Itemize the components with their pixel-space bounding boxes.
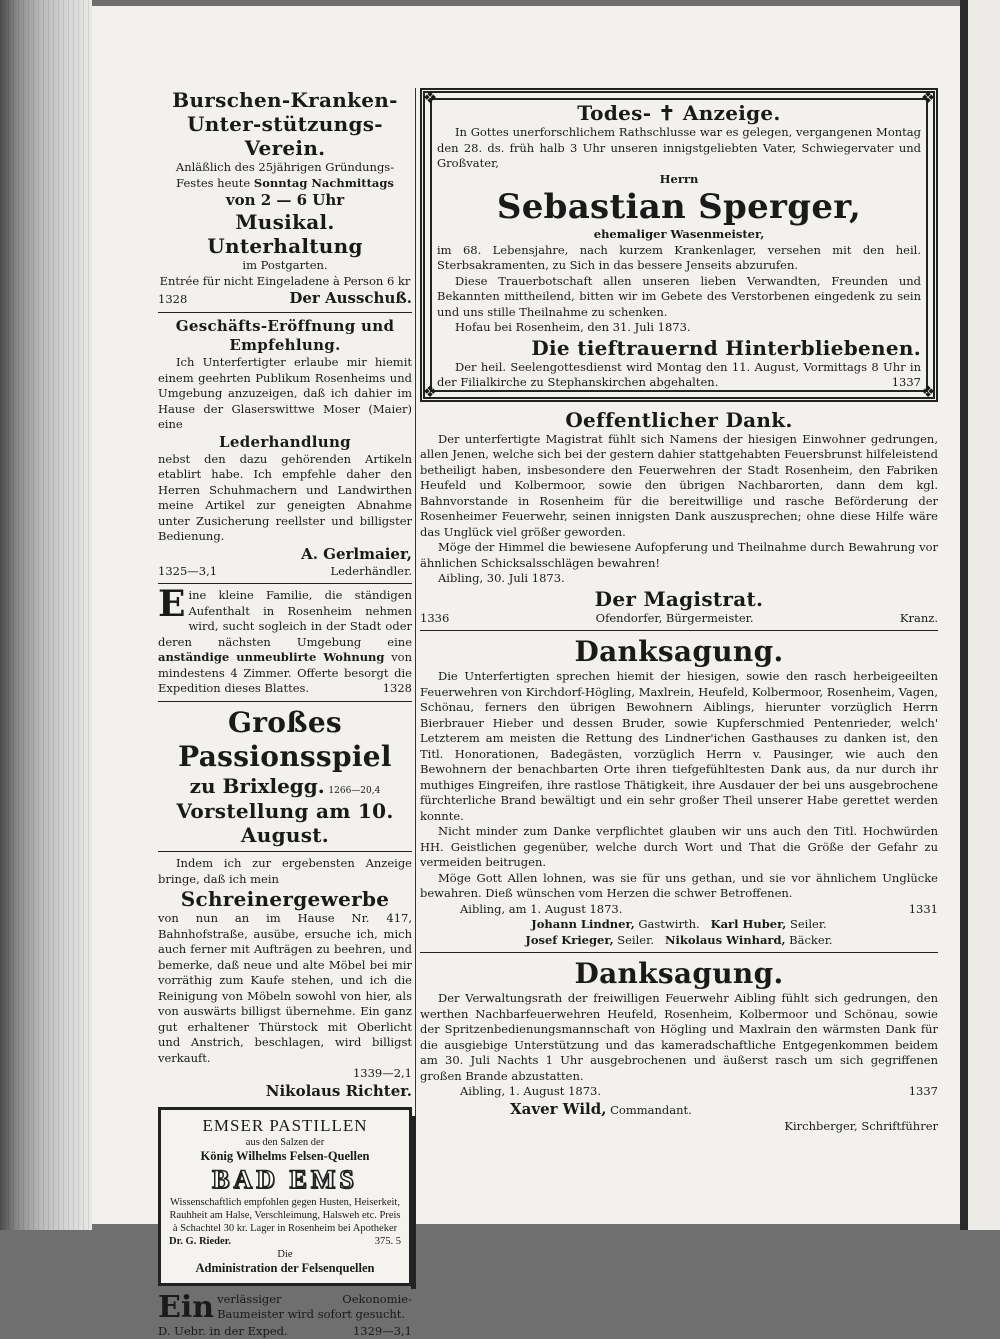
section-rule xyxy=(158,851,412,852)
ad-emphasis: Sonntag Nachmittags xyxy=(254,176,394,190)
ad-geschaeft xyxy=(158,317,412,579)
ad-number: 1337 xyxy=(874,375,921,391)
ad-title: Danksagung. xyxy=(420,957,938,991)
ad-text: Wissenschaftlich empfohlen gegen Husten, Heiserkeit, Rauhheit am Halse, Verschleimung, Halsweh etc. Preis à Schachtel 30 kr. Lager in Rosenheim bei Apotheker xyxy=(169,1196,401,1235)
ad-signature: A. Gerlmaier, xyxy=(158,545,412,564)
ad-time: von 2 — 6 Uhr xyxy=(158,191,412,210)
ad-schreiner xyxy=(158,856,412,1101)
adjacent-page xyxy=(968,0,1000,1230)
ad-place-date: Aibling, am 1. August 1873. xyxy=(460,902,622,918)
ad-text: von nun an im Hause Nr. 417, Bahnhofstraße, ausübe, ersuche ich, mich auch ferner mit Aufträgen zu beehren, und bemerke, daß neue und alte Möbel bei mir vorräthig zum Kaufe stehen, und ich die Reinigung von Möbeln sowohl von hier, als von auswärts billigst übernehme. Ein ganz gut erhaltener Thürstock mit Oberlicht und Anstrich, beschlagen, wird billigst verkauft. xyxy=(158,911,412,1066)
section-rule xyxy=(420,952,938,953)
ad-text: Ich Unterfertigter erlaube mir hiemit einem geehrten Publikum Rosenheims und Umgebung anzuzeigen, daß ich dahier im Hause der Glaserswittwe Moser (Maier) eine xyxy=(158,355,412,433)
ad-signature: Xaver Wild, xyxy=(510,1100,606,1118)
ad-place-date: Aibling, 1. August 1873. xyxy=(460,1084,601,1100)
ad-number: 1328 xyxy=(383,681,412,697)
ad-text: Nicht minder zum Danke verpflichtet glauben wir uns auch den Titl. Hochwürden HH. Geistlichen gegenüber, welche durch Wort und That die Größe der Gefahr zu vermeiden beitrugen. xyxy=(420,824,938,871)
ad-signatory: Kranz. xyxy=(900,611,938,627)
ad-text: im 68. Lebensjahre, nach kurzem Krankenlager, versehen mit den heil. Sterbsakramenten, zu Sich in das bessere Jenseits abzurufen. xyxy=(437,243,921,274)
brand-logo: BAD EMS xyxy=(169,1164,401,1196)
ad-title: Danksagung. xyxy=(420,635,938,669)
ad-signatory: Ofendorfer, Bürgermeister. xyxy=(596,611,754,627)
right-column xyxy=(420,88,938,1134)
ad-text: Der heil. Seelengottesdienst wird Montag den 11. August, Vormittags 8 Uhr in der Filialkirche zu Stephanskirchen abgehalten. xyxy=(437,360,921,390)
ad-text: Der Verwaltungsrath der freiwilligen Feuerwehr Aibling fühlt sich gedrungen, den werthen Nachbarfeuerwehren Heufeld, Rosenheim, Kolbermoor und Schönau, sowie der Spritzenbedienungsmannschaft von Högling und Maxlrain den wärmsten Dank für die ausgiebige Unterstützung und das kameradschaftliche Entgegenkommen beidem am 30. Juli Nachts 1 Uhr ausgebrochenen und äußerst rasch um sich gegriffenen großen Brande abzustatten. xyxy=(420,991,938,1084)
ad-role: Seiler. xyxy=(617,933,654,947)
ad-signature: Der Magistrat. xyxy=(420,587,938,611)
ad-role: Seiler. xyxy=(790,917,827,931)
ad-location: im Postgarten. xyxy=(158,258,412,274)
ad-title: Großes Passionsspiel xyxy=(158,706,412,774)
ad-signature: Die tieftrauernd Hinterbliebenen. xyxy=(437,336,921,360)
ad-todes-anzeige xyxy=(420,88,938,402)
ad-title: Todes- ✝ Anzeige. xyxy=(437,101,921,125)
ad-text: aus den Salzen der xyxy=(169,1136,401,1149)
ad-role: Bäcker. xyxy=(789,933,832,947)
ad-signatory: Kirchberger, Schriftführer xyxy=(420,1119,938,1135)
drop-word: Ein xyxy=(158,1292,214,1324)
ad-text: nebst den dazu gehörenden Artikeln etablirt habe. Ich empfehle daher den Herren Schuhmachern und Landwirthen meine Artikel zur geneigten Abnahme unter Zusicherung reellster und billigster Bedienung. xyxy=(158,452,412,545)
ad-text: Anläßlich des 25jährigen Gründungs- xyxy=(158,160,412,176)
ad-text: ine kleine Familie, die ständigen Aufenthalt in Rosenheim nehmen wird, sucht sogleich in der Stadt oder deren nächsten Umgebung eine xyxy=(158,588,412,649)
ad-pharmacist: Dr. G. Rieder. xyxy=(169,1235,231,1248)
ad-text: Möge Gott Allen lohnen, was sie für uns gethan, und sie vor ähnlichem Unglücke bewahren. Dieß wünschen vom Herzen die schwer Betroffenen. xyxy=(420,871,938,902)
ad-danksagung-feuerwehr xyxy=(420,957,938,1134)
page-edges xyxy=(8,0,92,1230)
ad-trade: Schreinergewerbe xyxy=(158,887,412,911)
ad-role: Gastwirth. xyxy=(638,917,699,931)
ad-place-date: Hofau bei Rosenheim, den 31. Juli 1873. xyxy=(437,320,921,336)
ornament-icon: ❖ xyxy=(919,89,937,107)
ad-text: Indem ich zur ergebensten Anzeige bringe, daß ich mein xyxy=(158,856,412,887)
ad-oeffentlicher-dank xyxy=(420,408,938,627)
ad-signature: Administration der Felsenquellen xyxy=(169,1261,401,1277)
ad-signature: Der Ausschuß. xyxy=(289,289,412,308)
ad-signatory: Johann Lindner, xyxy=(531,917,634,931)
ad-number: 1331 xyxy=(909,902,938,918)
ad-emphasis: anständige unmeublirte Wohnung xyxy=(158,650,384,664)
ad-title: Burschen-Kranken-Unter-stützungs-Verein. xyxy=(158,88,412,160)
ad-text: Diese Trauerbotschaft allen unseren lieben Verwandten, Freunden und Bekannten mittheilend, bitten wir im Gebete des Verstorbenen eingedenk zu sein und uns stille Theilnahme zu schenken. xyxy=(437,274,921,321)
ad-trade: Lederhandlung xyxy=(158,433,412,452)
ad-role: Lederhändler. xyxy=(330,564,412,580)
ad-number: 1336 xyxy=(420,611,449,627)
ad-danksagung-lindner xyxy=(420,635,938,948)
ad-number: 375. 5 xyxy=(375,1235,401,1248)
ad-role: Commandant. xyxy=(610,1103,692,1117)
ad-subtitle: zu Brixlegg. xyxy=(190,774,325,798)
ad-headline: Musikal. Unterhaltung xyxy=(158,210,412,258)
ad-text: Die Unterfertigten sprechen hiemit der hiesigen, sowie den rasch herbeigeeilten Feuerwehren von Kirchdorf-Högling, Maxlrein, Heufeld, Kolbermoor, Rosenheim, Vagen, Schönau, ferners den übrigen Bewohnern Aiblings, hierunter vorzüglich Herrn Bierbrauer Hieber und dessen Bruder, sowie Kupferschmied Pentenrieder, welch' Letzterem am meisten die Rettung des Lindner'ichen Gasthauses zu danken ist, den Titl. Honorationen, Badegästen, vorzüglich Herrn v. Pausinger, wie auch den Bewohnern der benachbarten Orte ihren tiefgefühltesten Dank aus, da nur durch ihr muthiges Eingreifen, ihre rastlose Thätigkeit, ihre Ausdauer der bei uns ausgebrochene fürchterliche Brand bewältigt und ein sehr großer Theil unserer Habe gerettet werden konnte. xyxy=(420,669,938,824)
ad-burschen-verein xyxy=(158,88,412,308)
ad-number: 1325—3,1 xyxy=(158,564,217,580)
ad-number: 1328 xyxy=(158,292,187,308)
ad-reference: D. Uebr. in der Exped. xyxy=(158,1324,288,1339)
deceased-role: ehemaliger Wasenmeister, xyxy=(437,227,921,243)
ad-title: EMSER PASTILLEN xyxy=(169,1116,401,1136)
ad-text: Entrée für nicht Eingeladene à Person 6 kr xyxy=(158,274,412,290)
ad-number: 1337 xyxy=(909,1084,938,1100)
ad-text: Herrn xyxy=(437,172,921,188)
section-rule xyxy=(420,630,938,631)
deceased-name: Sebastian Sperger, xyxy=(437,187,921,227)
column-divider xyxy=(415,88,416,1193)
ad-signature: Nikolaus Richter. xyxy=(158,1082,412,1101)
section-rule xyxy=(158,312,412,313)
ornament-icon: ❖ xyxy=(421,383,439,401)
drop-cap: E xyxy=(158,588,185,620)
left-column xyxy=(158,88,412,1339)
section-rule xyxy=(158,701,412,702)
ad-text: In Gottes unerforschlichem Rathschlusse war es gelegen, vergangenen Montag den 28. ds. früh halb 3 Uhr unseren innigstgeliebten Vater, Schwiegervater und Großvater, xyxy=(437,125,921,172)
ad-text: von mindestens 4 Zimmer. Offerte besorgt die Expedition dieses Blattes. xyxy=(158,650,412,695)
ornament-icon: ❖ xyxy=(919,383,937,401)
ad-oekonomie xyxy=(158,1292,412,1339)
ad-place-date: Aibling, 30. Juli 1873. xyxy=(420,571,938,587)
ad-signatory: Josef Krieger, xyxy=(525,933,613,947)
ad-signatory: Nikolaus Winhard, xyxy=(665,933,786,947)
ad-title: Oeffentlicher Dank. xyxy=(420,408,938,432)
ad-text: Die xyxy=(169,1248,401,1261)
ad-signatory: Karl Huber, xyxy=(711,917,787,931)
ad-emser-pastillen xyxy=(158,1107,412,1286)
ad-text: Der unterfertigte Magistrat fühlt sich Namens der hiesigen Einwohner gedrungen, allen Jenen, welche sich bei der gestern dahier stattgehabten Feuersbrunst hilfeleistend betheiligt haben, insbesondere den Feuerwehren der Stadt Rosenheim, den Fabriken Heufeld und Kolbermoor, sowie den übrigen Nachbarorten, dann dem kgl. Bahnvorstande in Rosenheim für die bereitwillige und rasche Beförderung der Rosenheimer Feuerwehr, seinen innigsten Dank auszusprechen; ohne diese Hilfe wäre das Unglück viel größer geworden. xyxy=(420,432,938,541)
ad-number: 1339—2,1 xyxy=(158,1066,412,1082)
ad-text: Möge der Himmel die bewiesene Aufopferung und Theilnahme durch Bewahrung vor ähnlichen Schicksalsschlägen bewahren! xyxy=(420,540,938,571)
ad-date: Vorstellung am 10. August. xyxy=(158,799,412,847)
ad-passionsspiel xyxy=(158,706,412,848)
ornament-icon: ❖ xyxy=(421,89,439,107)
ad-number: 1266—20,4 xyxy=(328,786,380,796)
ad-familie xyxy=(158,588,412,697)
ad-text: verlässiger Oekonomie-Baumeister wird sofort gesucht. xyxy=(217,1292,412,1322)
section-rule xyxy=(158,583,412,584)
ad-number: 1329—3,1 xyxy=(353,1324,412,1339)
ad-text: Festes heute xyxy=(176,176,250,190)
ad-subtitle: König Wilhelms Felsen-Quellen xyxy=(169,1149,401,1165)
ad-title: Geschäfts-Eröffnung und Empfehlung. xyxy=(158,317,412,355)
